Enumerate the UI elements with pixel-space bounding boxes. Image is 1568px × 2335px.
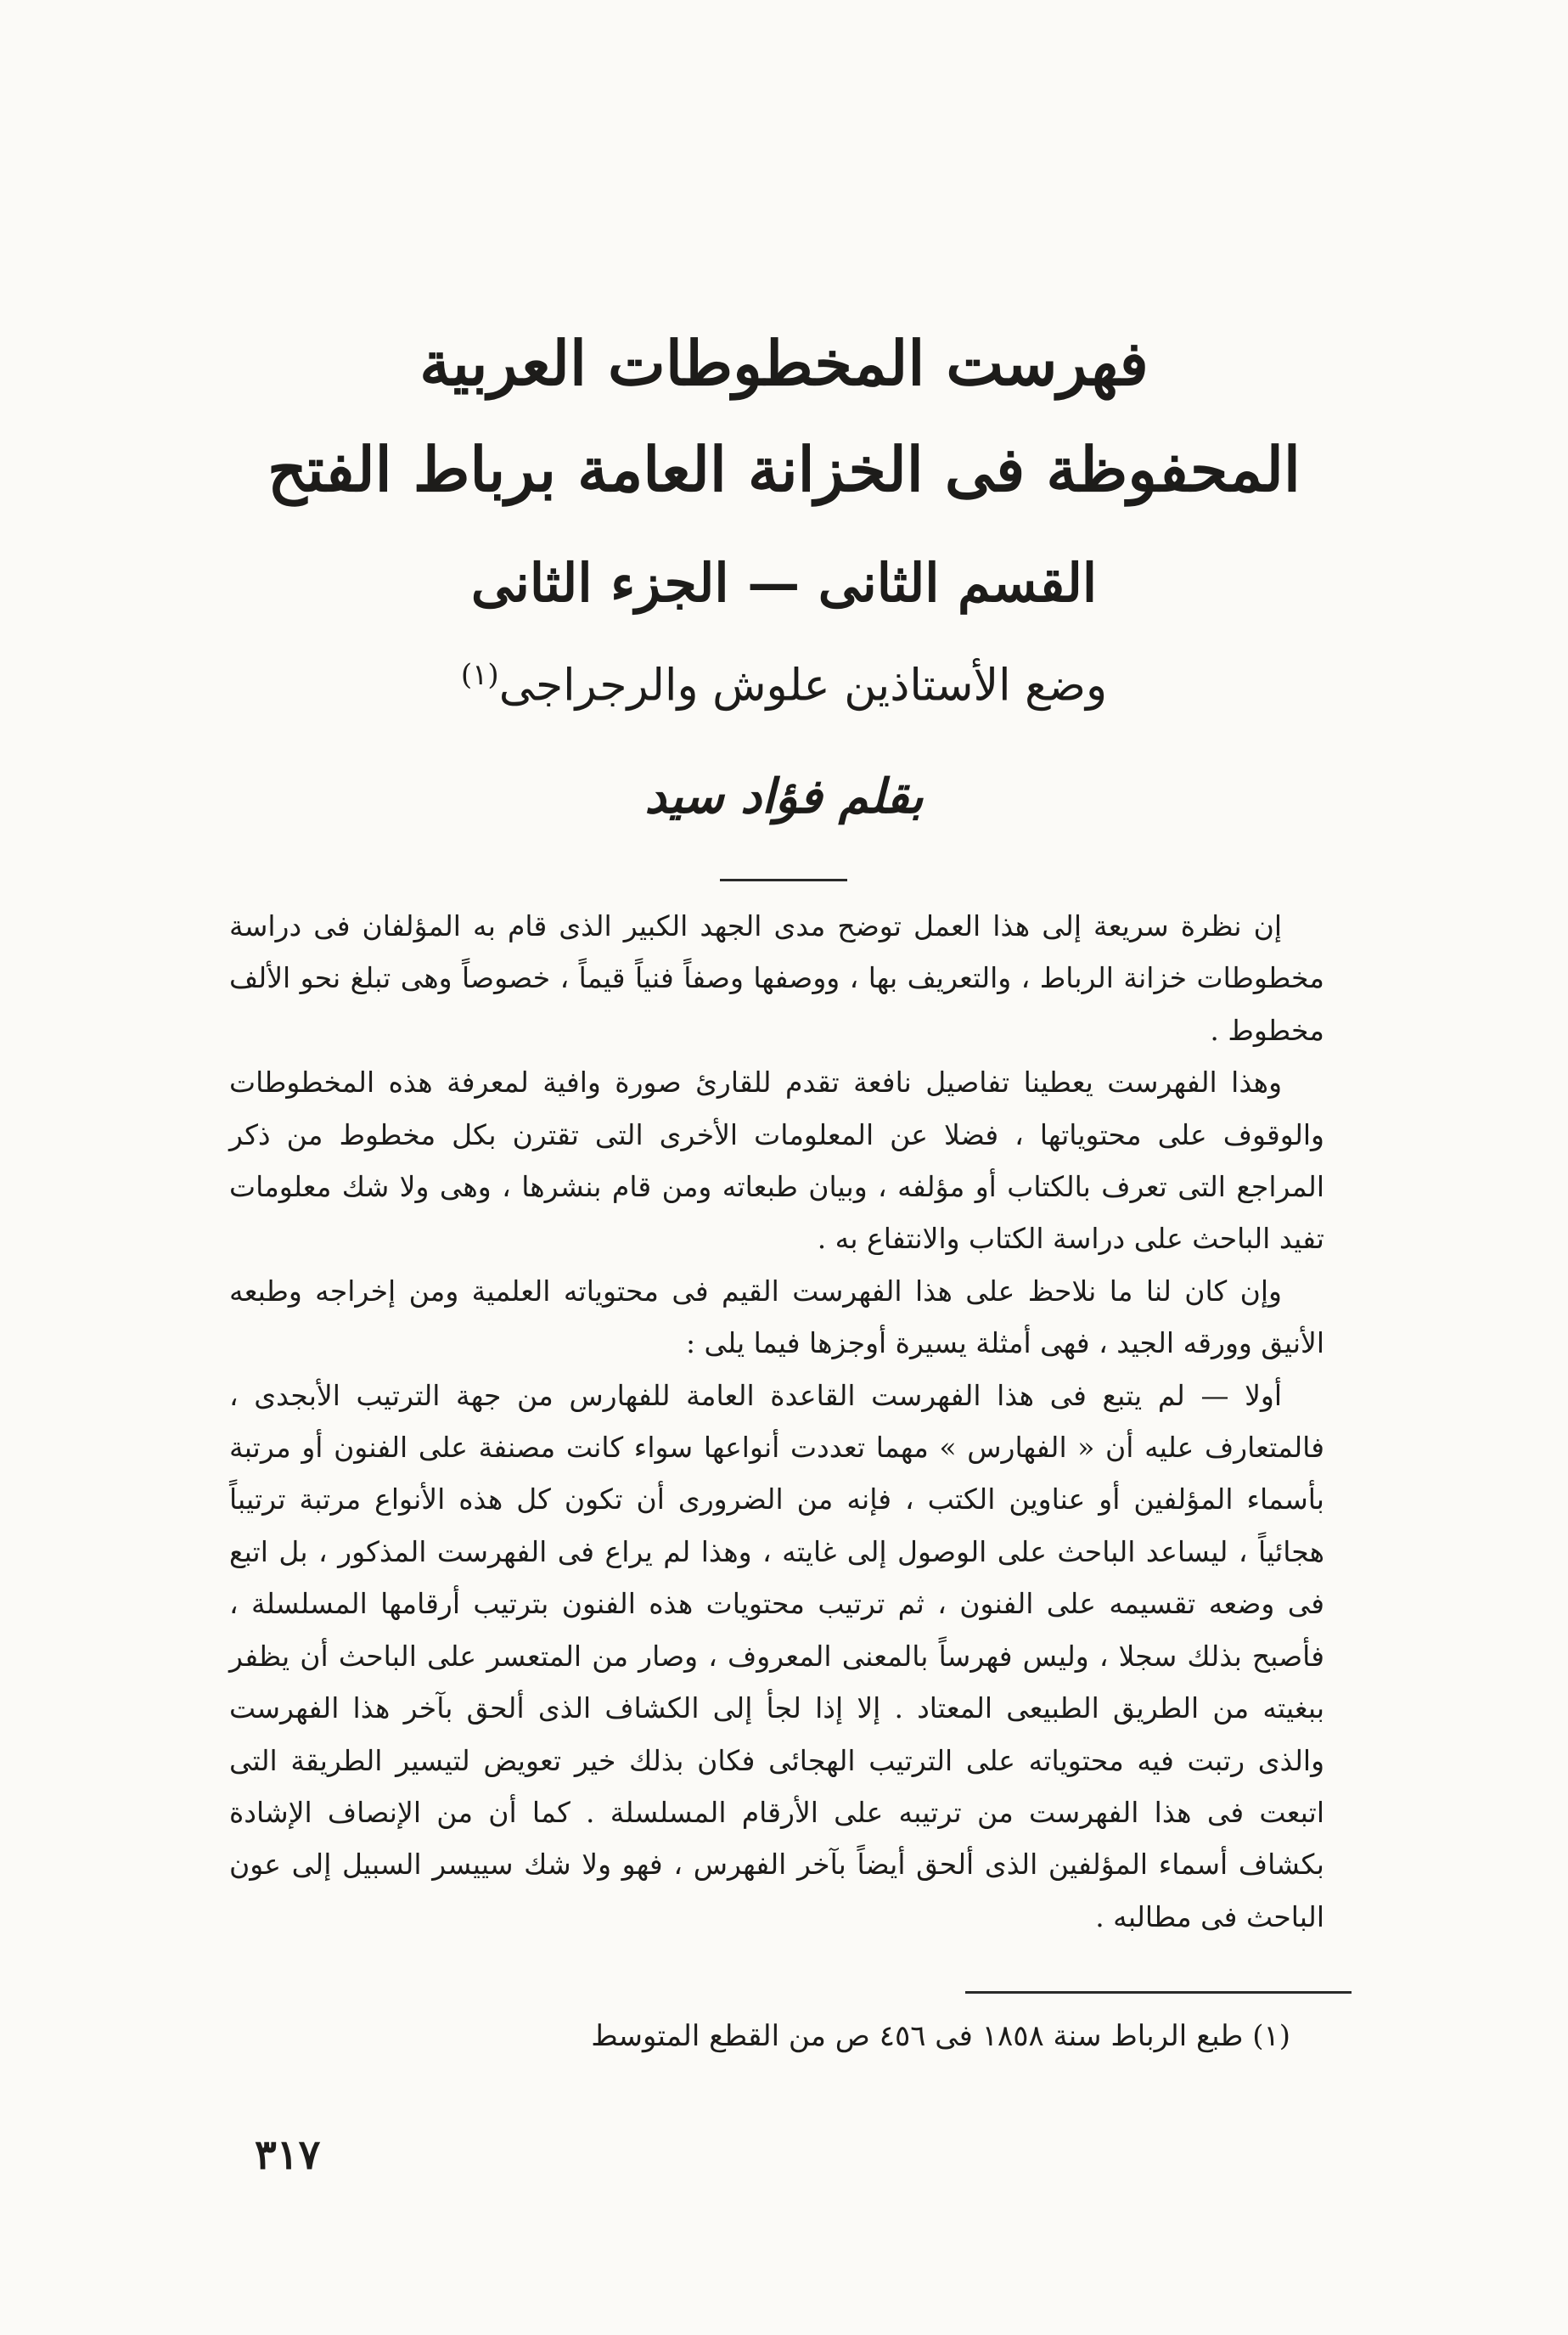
footnote-marker: (١) [460, 658, 499, 692]
byline: بقلم فؤاد سيد [644, 768, 924, 824]
page-number: ٣١٧ [255, 2131, 321, 2179]
paragraph-3: وإن كان لنا ما نلاحظ على هذا الفهرست القيم فى محتوياته العلمية ومن إخراجه وطبعه الأنيق وورقه الجيد ، فهى أمثلة يسيرة أوجزها فيما يلى : [229, 1274, 1324, 1360]
footnote: (١) طبع الرباط سنة ١٨٥٨ فى ٤٥٦ ص من القطع المتوسط [591, 2019, 1290, 2053]
authors-text: وضع الأستاذين علوش والرجراجى [498, 660, 1108, 712]
paragraph-1: إن نظرة سريعة إلى هذا العمل توضح مدى الجهد الكبير الذى قام به المؤلفان فى دراسة مخطوطات خزانة الرباط ، والتعريف بها ، ووصفها وصفاً فنياً قيماً ، خصوصاً وهى تبلغ نحو الألف مخطوط . [229, 909, 1324, 1047]
title-line-1: فهرست المخطوطات العربية [419, 327, 1149, 399]
paragraph-2: وهذا الفهرست يعطينا تفاصيل نافعة تقدم للقارئ صورة وافية لمعرفة هذه المخطوطات والوقوف على محتوياتها ، فضلا عن المعلومات الأخرى التى تقترن بكل مخطوط من ذكر المراجع التى تعرف بالكتاب أو مؤلفه ، وبيان طبعاته ومن قام بنشرها ، وهى ولا شك معلومات تفيد الباحث على دراسة الكتاب والانتفاع به . [229, 1066, 1324, 1256]
footnote-divider [965, 1991, 1352, 1994]
title-divider [720, 879, 847, 881]
paragraph-4: أولا — لم يتبع فى هذا الفهرست القاعدة العامة للفهارس من جهة الترتيب الأبجدى ، فالمتعارف عليه أن « الفهارس » مهما تعددت أنواعها سواء كانت مصنفة على الفنون أو مرتبة بأسماء المؤلفين أو عناوين الكتب ، فإنه من الضرورى أن تكون كل هذه الأنواع مرتبة ترتيباً هجائياً ، ليساعد الباحث على الوصول إلى غايته ، وهذا لم يراع فى الفهرست المذكور ، بل اتبع فى وضعه تقسيمه على الفنون ، ثم ترتيب محتويات هذه الفنون بترتيب أرقامها المسلسلة ، فأصبح بذلك سجلا ، وليس فهرساً بالمعنى المعروف ، وصار من المتعسر على الباحث أن يظفر ببغيته من الطريق الطبيعى المعتاد . إلا إذا لجأ إلى الكشاف الذى ألحق بآخر هذا الفهرست والذى رتبت فيه محتوياته على الترتيب الهجائى فكان بذلك خير تعويض لتيسير الطريقة التى اتبعت فى هذا الفهرست من ترتيبه على الأرقام المسلسلة . كما أن من الإنصاف الإشادة بكشاف أسماء المؤلفين الذى ألحق أيضاً بآخر الفهرس ، فهو ولا شك سييسر السبيل إلى عون الباحث فى مطالبه . [229, 1378, 1325, 1933]
article-body [229, 900, 1324, 1943]
authors-line [0, 658, 1568, 711]
section-heading: القسم الثانى — الجزء الثانى [470, 552, 1098, 614]
title-line-2: المحفوظة فى الخزانة العامة برباط الفتح [267, 433, 1301, 505]
